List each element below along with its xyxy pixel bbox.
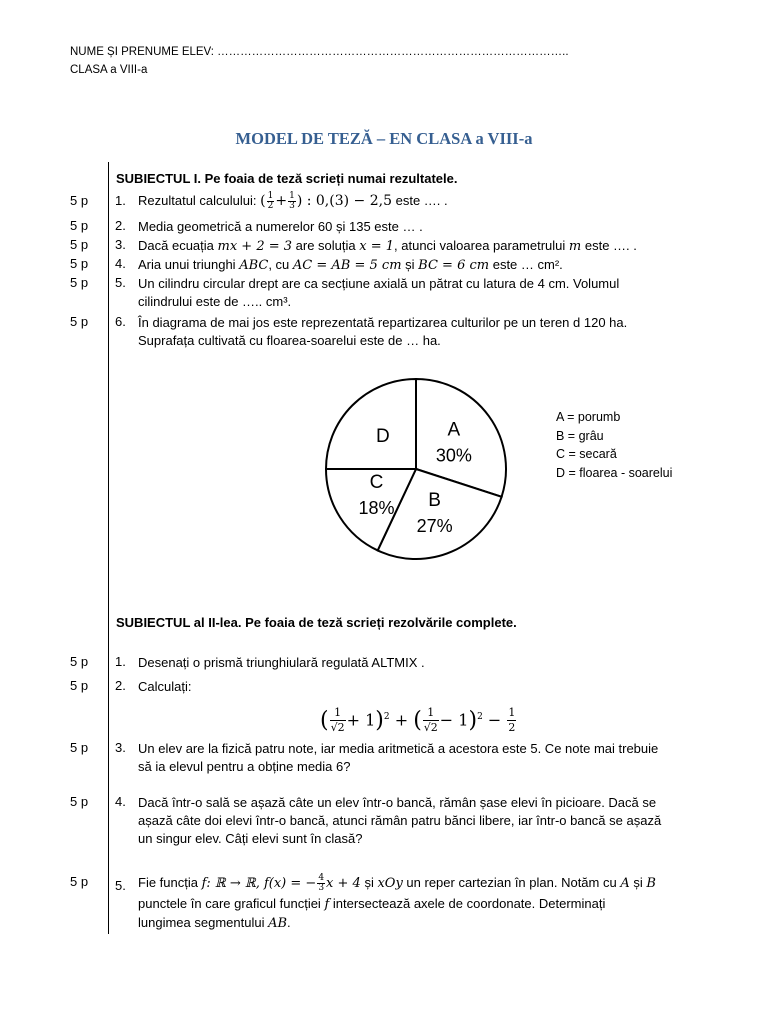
question-s2-4-line3: un singur elev. Câți elevi sunt în clasă? xyxy=(138,831,363,846)
question-s1-6 xyxy=(138,314,698,350)
question-s2-3-line1: Un elev are la fizică patru note, iar media aritmetică a acestora este 5. Ce note mai trebuie xyxy=(138,741,659,756)
question-s1-6-line1: În diagrama de mai jos este reprezentată repartizarea culturilor pe un teren d 120 ha. xyxy=(138,315,628,330)
class-label: CLASA a VIII-a xyxy=(70,64,148,76)
pie-label-c: C xyxy=(369,472,384,494)
points-s1-2: 5 p xyxy=(70,218,89,233)
student-name-line: NUME ȘI PRENUME ELEV: ……………………………………………………………………………….. xyxy=(70,46,569,58)
pie-label-d: D xyxy=(376,425,390,447)
points-s2-2: 5 p xyxy=(70,678,89,693)
pie-slice-d xyxy=(326,379,416,469)
question-s2-5-line1: Fie funcția f: ℝ → ℝ, f(x) = − $\frac{4}{3}$ x + 4 și xOy un reper cartezian în plan. Notăm cu A și B xyxy=(138,873,656,894)
question-s1-2: Media geometrică a numerelor 60 și 135 este … . xyxy=(138,219,423,234)
question-s2-4-line1: Dacă într-o sală se așază câte un elev într-o bancă, rămân șase elevi în picioare. Dacă se xyxy=(138,795,657,810)
question-s2-4 xyxy=(138,794,698,848)
question-s1-5 xyxy=(138,275,698,311)
points-s1-1: 5 p xyxy=(70,193,89,208)
points-s2-5: 5 p xyxy=(70,874,89,889)
question-s2-5-line3: lungimea segmentului AB. xyxy=(138,915,291,931)
question-s2-2: Calculați: xyxy=(138,679,192,694)
legend-item-b: B = grâu xyxy=(556,428,604,443)
question-s1-3: Dacă ecuația mx + 2 = 3 are soluția x = 1, atunci valoarea parametrului m este …. . xyxy=(138,238,637,254)
points-s1-4: 5 p xyxy=(70,256,89,271)
number-s2-5: 5. xyxy=(115,878,126,893)
points-s2-1: 5 p xyxy=(70,654,89,669)
pie-value-a: 30% xyxy=(435,445,472,466)
number-s1-2: 2. xyxy=(115,218,126,233)
question-s2-5 xyxy=(138,872,698,933)
question-s1-5-line1: Un cilindru circular drept are ca secțiune axială un pătrat cu latura de 4 cm. Volumul xyxy=(138,276,620,291)
margin-line xyxy=(108,162,109,934)
question-s2-1: Desenați o prismă triunghiulară regulată ALTMIX . xyxy=(138,655,425,670)
points-s1-6: 5 p xyxy=(70,314,89,329)
question-s1-1-end: este …. . xyxy=(395,193,448,208)
number-s1-4: 4. xyxy=(115,256,126,271)
question-s1-6-line2: Suprafața cultivată cu floarea-soarelui este de … ha. xyxy=(138,333,441,348)
points-s1-3: 5 p xyxy=(70,237,89,252)
number-s1-5: 5. xyxy=(115,275,126,290)
points-s2-4: 5 p xyxy=(70,794,89,809)
pie-label-a: A xyxy=(447,419,461,441)
number-s1-3: 3. xyxy=(115,237,126,252)
page-title: MODEL DE TEZĂ – EN CLASA a VIII-a xyxy=(235,129,533,148)
section-2-heading: SUBIECTUL al II-lea. Pe foaia de teză scrieți rezolvările complete. xyxy=(116,615,517,630)
pie-value-c: 18% xyxy=(358,498,395,519)
number-s2-4: 4. xyxy=(115,794,126,809)
question-s1-1-text: Rezultatul calculului: xyxy=(138,193,257,208)
legend-item-a: A = porumb xyxy=(556,410,621,424)
points-s2-3: 5 p xyxy=(70,740,89,755)
calc-expression: ( $\frac{1}{2}$ + $\frac{1}{3}$ ) : 0,(3) − 2,5 xyxy=(260,190,392,211)
legend-item-d: D = floarea - soarelui xyxy=(556,465,673,480)
points-s1-5: 5 p xyxy=(70,275,89,290)
pie-label-b: B xyxy=(428,489,441,511)
formula-s2-2: ( $\frac{1}{√2}$ + 1)$^2$ + ( $\frac{1}{√2}$ − 1)$^2$ − $\frac{1}{2}$ xyxy=(320,706,516,735)
question-s1-5-line2: cilindrului este de ….. cm³. xyxy=(138,294,292,309)
question-s1-1 xyxy=(138,186,698,216)
pie-value-b: 27% xyxy=(416,515,453,536)
question-s1-4: Aria unui triunghi ABC, cu AC = AB = 5 cm și BC = 6 cm este … cm². xyxy=(138,257,563,273)
section-1-heading: SUBIECTUL I. Pe foaia de teză scrieți numai rezultatele. xyxy=(116,171,458,186)
number-s2-1: 1. xyxy=(115,654,126,669)
question-s2-4-line2: așază câte doi elevi într-o bancă, atunci rămân patru bănci libere, iar într-o bancă se așază xyxy=(138,813,662,828)
question-s2-3-line2: să ia elevul pentru a obține media 6? xyxy=(138,759,351,774)
legend-item-c: C = secară xyxy=(556,447,617,461)
number-s2-3: 3. xyxy=(115,740,126,755)
pie-chart xyxy=(310,368,525,568)
number-s2-2: 2. xyxy=(115,678,126,693)
number-s1-6: 6. xyxy=(115,314,126,329)
number-s1-1: 1. xyxy=(115,193,126,208)
question-s2-3 xyxy=(138,740,698,776)
pie-legend xyxy=(556,408,672,482)
question-s2-5-line2: punctele în care graficul funcției f intersectează axele de coordonate. Determinați xyxy=(138,896,606,912)
